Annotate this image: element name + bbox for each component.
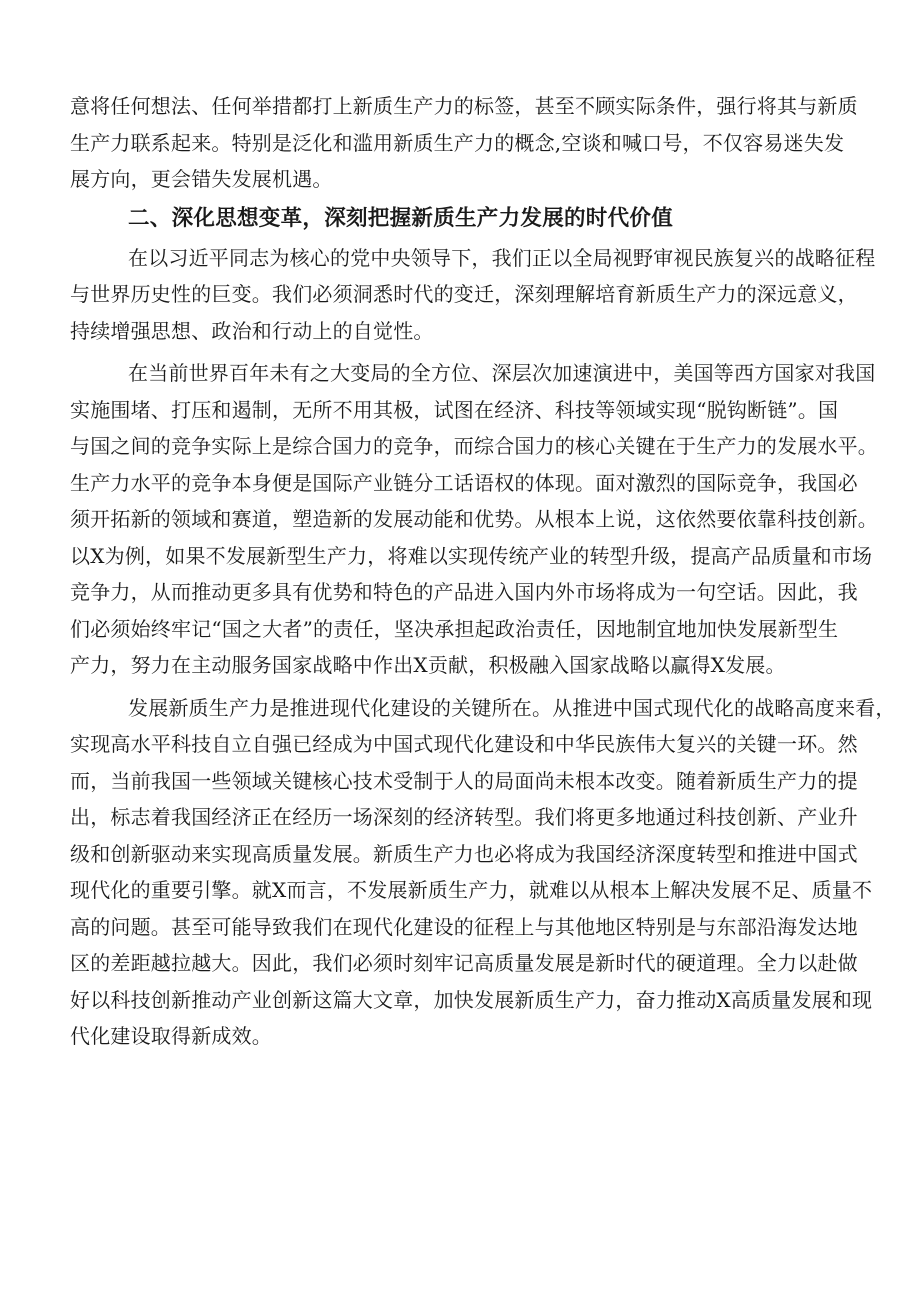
text-line: 持续增强思想、政治和行动上的自觉性。 (70, 318, 434, 343)
text-line: 意将任何想法、任何举措都打上新质生产力的标签，甚至不顾实际条件，强行将其与新质 (70, 94, 858, 118)
text-line: 实现高水平科技自立自强已经成为中国式现代化建设和中华民族伟大复兴的关键一环。然 (70, 732, 858, 756)
text-line: 在以习近平同志为核心的党中央领导下，我们正以全局视野审视民族复兴的战略征程 (128, 245, 876, 270)
text-line: 发展新质生产力是推进现代化建设的关键所在。从推进中国式现代化的战略高度来看， (128, 695, 896, 720)
text-line: 与世界历史性的巨变。我们必须洞悉时代的变迁，深刻理解培育新质生产力的深远意义， (70, 282, 858, 306)
document-page (70, 88, 896, 1055)
text-line: 以X为例，如果不发展新型生产力，将难以实现传统产业的转型升级，提高产品质量和市场 (70, 543, 873, 568)
text-line: 高的问题。甚至可能导致我们在现代化建设的征程上与其他地区特别是与东部沿海发达地 (70, 914, 858, 939)
text-line: 须开拓新的领域和赛道，塑造新的发展动能和优势。从根本上说，这依然要依靠科技创新。 (70, 507, 878, 531)
text-line: 而，当前我国一些领域关键核心技术受制于人的局面尚未根本改变。随着新质生产力的提 (70, 768, 858, 793)
paragraph-1 (70, 240, 876, 350)
text-line: 生产力联系起来。特别是泛化和滥用新质生产力的概念,空谈和喊口号，不仅容易迷失发 (70, 130, 845, 155)
text-line: 代化建设取得新成效。 (70, 1024, 272, 1048)
text-line: 展方向，更会错失发展机遇。 (70, 167, 333, 191)
section-heading: 二、深化思想变革，深刻把握新质生产力发展的时代价值 (128, 205, 674, 231)
text-line: 区的差距越拉越大。因此，我们必须时刻牢记高质量发展是新时代的硬道理。全力以赴做 (70, 951, 858, 975)
text-line: 生产力水平的竞争本身便是国际产业链分工话语权的体现。面对激烈的国际竞争，我国必 (70, 470, 858, 495)
paragraph-3 (70, 690, 896, 1055)
intro-paragraph (70, 88, 862, 198)
text-line: 级和创新驱动来实现高质量发展。新质生产力也必将成为我国经济深度转型和推进中国式 (70, 841, 858, 866)
text-line: 实施围堵、打压和遏制，无所不用其极，试图在经济、科技等领域实现“脱钩断链”。国 (70, 397, 839, 422)
text-line: 产力，努力在主动服务国家战略中作出X贡献，积极融入国家战略以赢得X发展。 (70, 653, 786, 677)
text-line: 好以科技创新推动产业创新这篇大文章，加快发展新质生产力，奋力推动X高质量发展和现 (70, 987, 873, 1012)
text-line: 们必须始终牢记“国之大者”的责任，坚决承担起政治责任，因地制宜地加快发展新型生 (70, 616, 839, 641)
paragraph-2 (70, 355, 878, 684)
text-line: 现代化的重要引擎。就X而言，不发展新质生产力，就难以从根本上解决发展不足、质量不 (70, 878, 873, 902)
text-line: 与国之间的竞争实际上是综合国力的竞争，而综合国力的核心关键在于生产力的发展水平。 (70, 434, 878, 458)
text-line: 在当前世界百年未有之大变局的全方位、深层次加速演进中，美国等西方国家对我国 (128, 361, 876, 385)
text-line: 竞争力，从而推动更多具有优势和特色的产品进入国内外市场将成为一句空话。因此，我 (70, 580, 858, 604)
text-line: 出，标志着我国经济正在经历一场深刻的经济转型。我们将更多地通过科技创新、产业升 (70, 805, 858, 829)
